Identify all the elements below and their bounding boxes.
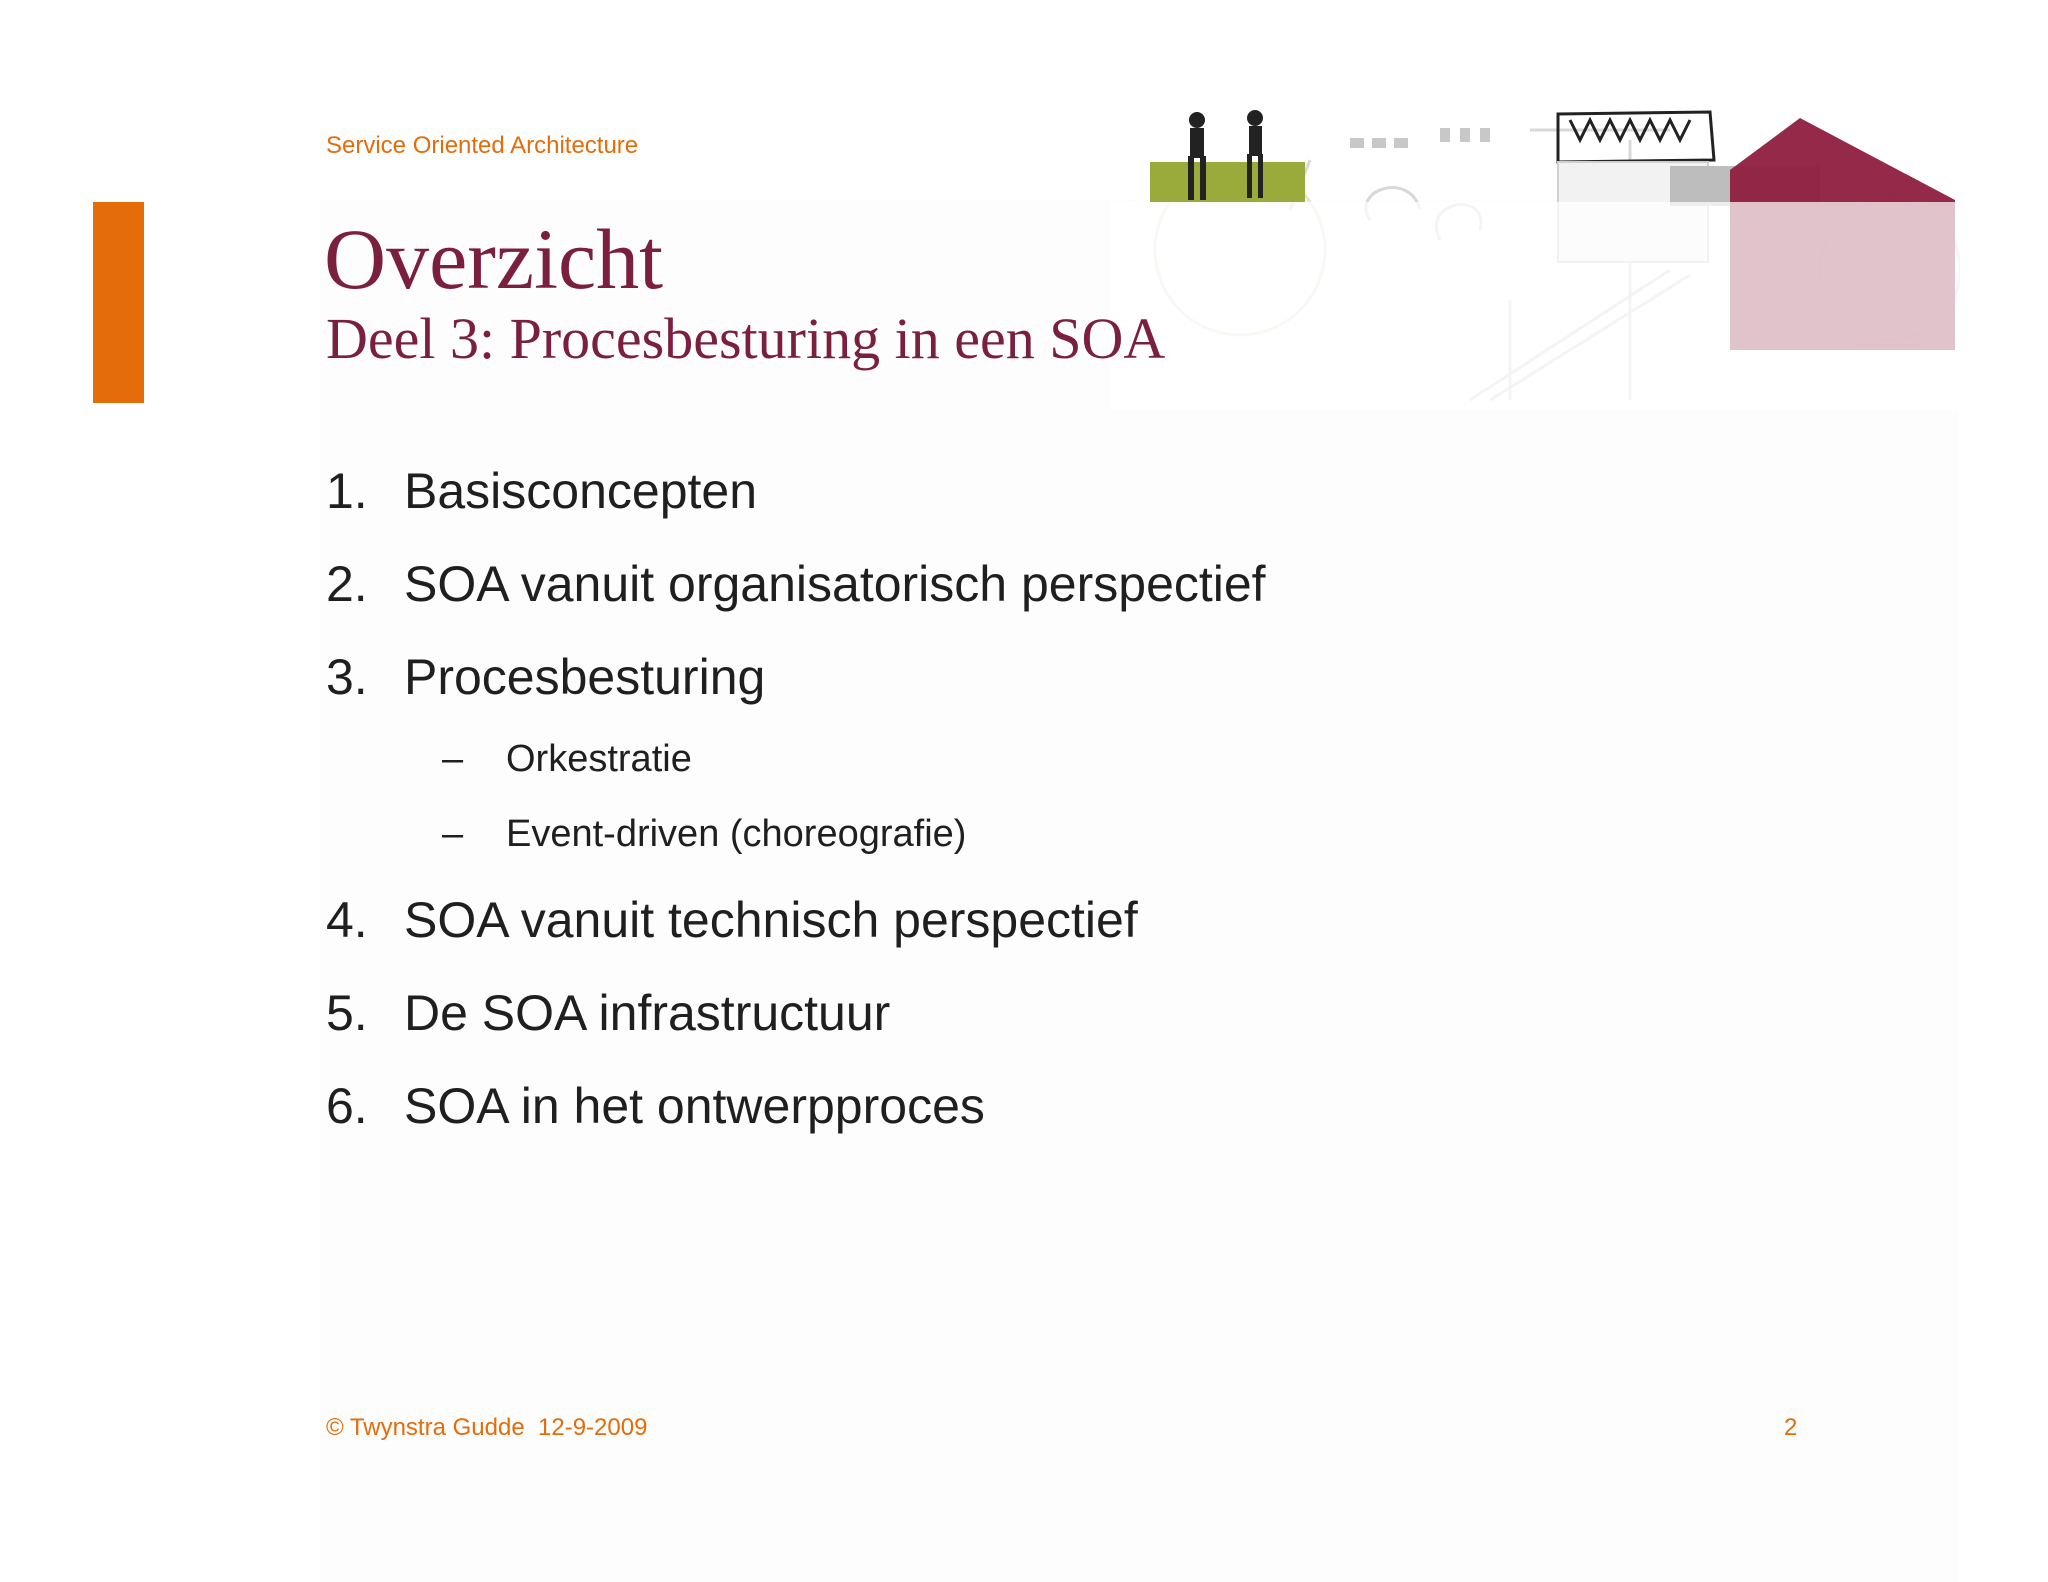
slide-title: Overzicht bbox=[324, 211, 664, 307]
list-item-label: Basisconcepten bbox=[404, 463, 758, 519]
sub-list-item bbox=[442, 815, 966, 853]
slide-subtitle: Deel 3: Procesbesturing in een SOA bbox=[326, 306, 1166, 371]
sub-list-item-label: Event-driven (choreografie) bbox=[506, 813, 967, 855]
list-item-number: 5. bbox=[326, 985, 368, 1041]
sub-list-item-label: Orkestratie bbox=[506, 738, 692, 780]
list-item-number: 2. bbox=[326, 556, 368, 612]
footer-copyright: © Twynstra Gudde 12-9-2009 bbox=[326, 1414, 648, 1441]
list-item bbox=[326, 892, 1138, 948]
list-item-number: 4. bbox=[326, 892, 368, 948]
list-item bbox=[326, 985, 891, 1041]
list-item-number: 1. bbox=[326, 463, 368, 519]
list-item-label: SOA vanuit technisch perspectief bbox=[404, 892, 1138, 948]
list-item bbox=[326, 556, 1266, 612]
list-item-number: 6. bbox=[326, 1078, 368, 1134]
list-item bbox=[326, 649, 766, 705]
section-label: Service Oriented Architecture bbox=[326, 132, 639, 159]
sketch-logo-icon bbox=[1110, 100, 1960, 410]
list-item bbox=[326, 1078, 985, 1134]
accent-bar bbox=[93, 202, 144, 403]
dash-bullet: – bbox=[442, 738, 464, 780]
sub-list-item bbox=[442, 740, 692, 778]
list-item-label: Procesbesturing bbox=[404, 649, 766, 705]
list-item-label: SOA in het ontwerpproces bbox=[404, 1078, 985, 1134]
list-item bbox=[326, 463, 758, 519]
logo-green-field bbox=[1150, 162, 1305, 202]
page-number: 2 bbox=[1784, 1414, 1798, 1441]
dash-bullet: – bbox=[442, 813, 464, 855]
list-item-number: 3. bbox=[326, 649, 368, 705]
list-item-label: De SOA infrastructuur bbox=[404, 985, 891, 1041]
list-item-label: SOA vanuit organisatorisch perspectief bbox=[404, 556, 1266, 612]
